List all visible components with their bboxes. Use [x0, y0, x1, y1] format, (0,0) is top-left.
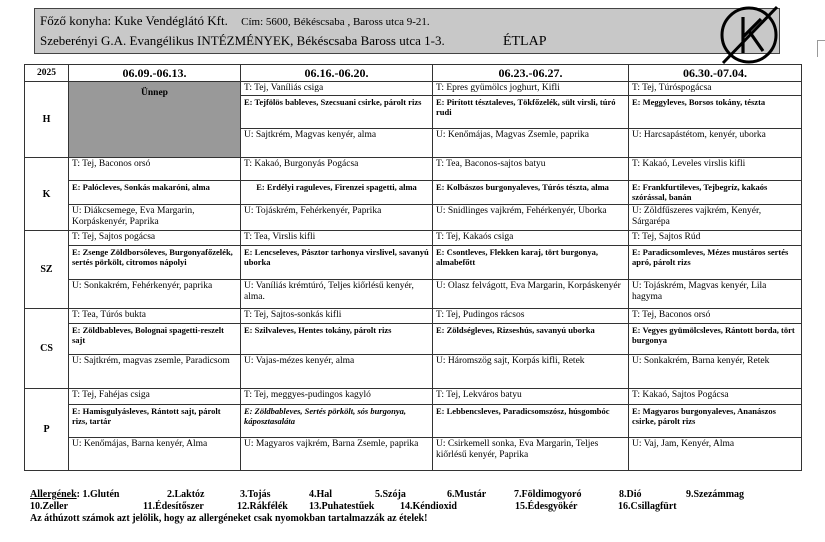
allergen-row-2	[30, 501, 810, 513]
lunch-cell: E: Tejfölös bableves, Szecsuani csirke, párolt rizs	[241, 96, 433, 129]
breakfast-cell: T: Epres gyümölcs joghurt, Kifli	[433, 82, 629, 96]
lunch-cell: E: Lebbencsleves, Paradicsomszósz, húsgombóc	[433, 405, 629, 438]
meal-row-e	[25, 246, 802, 280]
lunch-cell: E: Zsenge Zöldborsóleves, Burgonyafőzelék, sertés pörkölt, citromos nápolyi	[69, 246, 241, 280]
meal-row-u	[25, 205, 802, 231]
allergen-footer	[30, 489, 810, 525]
lunch-cell: E: Hamisgulyásleves, Rántott sajt, párolt rizs, tartár	[69, 405, 241, 438]
breakfast-cell: T: Tej, Túróspogácsa	[629, 82, 802, 96]
header-line-1	[40, 13, 430, 29]
lunch-cell: E: Zöldbableves, Bolognai spagetti-reszelt sajt	[69, 324, 241, 355]
snack-cell: U: Tojáskrém, Fehérkenyér, Paprika	[241, 205, 433, 231]
snack-cell: U: Tojáskrém, Magvas kenyér, Lila hagyma	[629, 280, 802, 309]
meal-row-u	[25, 280, 802, 309]
page-title: ÉTLAP	[502, 34, 547, 49]
header-box	[34, 8, 780, 54]
allergen-item: 14.Kéndioxid	[400, 501, 457, 512]
day-label-p: P	[25, 389, 69, 471]
meal-row-e	[25, 324, 802, 355]
allergen-item: 10.Zeller	[30, 501, 69, 512]
menu-table	[24, 64, 802, 471]
snack-cell: U: Harcsapástétom, kenyér, uborka	[629, 129, 802, 158]
allergen-label: Allergének	[30, 489, 77, 500]
day-label-cs: CS	[25, 309, 69, 389]
allergen-item: 8.Dió	[619, 489, 642, 500]
breakfast-cell: T: Kakaó, Burgonyás Pogácsa	[241, 158, 433, 181]
week-header-row	[25, 65, 802, 82]
lunch-cell: E: Vegyes gyümölcsleves, Rántott borda, tört burgonya	[629, 324, 802, 355]
company-name: Főző konyha: Kuke Vendéglátó Kft.	[40, 13, 228, 28]
snack-cell: U: Sajtkrém, Magvas kenyér, alma	[241, 129, 433, 158]
lunch-cell: E: Magyaros burgonyaleves, Ananászos csirke, párolt rizs	[629, 405, 802, 438]
allergen-item: 13.Puhatestűek	[309, 501, 375, 512]
breakfast-cell: T: Tej, Fahéjas csiga	[69, 389, 241, 405]
header-line-2	[40, 33, 547, 50]
snack-cell: U: Magyaros vajkrém, Barna Zsemle, paprika	[241, 438, 433, 471]
snack-cell: U: Csirkemell sonka, Eva Margarin, Teljes kiőrlésű kenyér, Paprika	[433, 438, 629, 471]
breakfast-cell: T: Tej, meggyes-pudingos kagyló	[241, 389, 433, 405]
snack-cell: U: Vaj, Jam, Kenyér, Alma	[629, 438, 802, 471]
breakfast-cell: T: Tej, Lekváros batyu	[433, 389, 629, 405]
snack-cell: U: Diákcsemege, Eva Margarin, Korpáskenyér, Paprika	[69, 205, 241, 231]
lunch-cell: E: Kolbászos burgonyaleves, Túrós tészta, alma	[433, 181, 629, 205]
meal-row-t	[25, 389, 802, 405]
lunch-cell: E: Csontleves, Flekken karaj, tört burgonya, almabefőtt	[433, 246, 629, 280]
lunch-cell: E: Paradicsomleves, Mézes mustáros sertés apró, párolt rizs	[629, 246, 802, 280]
breakfast-cell: T: Tej, Pudingos rácsos	[433, 309, 629, 324]
snack-cell: U: Háromszög sajt, Korpás kifli, Retek	[433, 355, 629, 389]
allergen-item: 3.Tojás	[240, 489, 271, 500]
meal-row-t	[25, 231, 802, 246]
breakfast-cell: T: Tej, Vaníliás csiga	[241, 82, 433, 96]
allergen-item: 5.Szója	[375, 489, 406, 500]
week-header-3: 06.23.-06.27.	[433, 65, 629, 82]
week-header-4: 06.30.-07.04.	[629, 65, 802, 82]
meal-row-u	[25, 355, 802, 389]
breakfast-cell: T: Kakaó, Sajtos Pogácsa	[629, 389, 802, 405]
breakfast-cell: T: Tej, Sajtos pogácsa	[69, 231, 241, 246]
allergen-item: 9.Szezámmag	[686, 489, 745, 500]
snack-cell: U: Sajtkrém, magvas zsemle, Paradicsom	[69, 355, 241, 389]
snack-cell: U: Sonkakrém, Fehérkenyér, paprika	[69, 280, 241, 309]
meal-row-e	[25, 405, 802, 438]
breakfast-cell: T: Tea, Baconos-sajtos batyu	[433, 158, 629, 181]
snack-cell: U: Snidlinges vajkrém, Fehérkenyér, Uborka	[433, 205, 629, 231]
institution-name: Szeberényi G.A. Evangélikus INTÉZMÉNYEK, Békéscsaba Baross utca 1-3.	[40, 33, 445, 48]
holiday-label: Ünnep	[141, 88, 168, 98]
snack-cell: U: Sonkakrém, Barna kenyér, Retek	[629, 355, 802, 389]
allergen-item: 7.Földimogyoró	[514, 489, 582, 500]
breakfast-cell: T: Tej, Sajtos-sonkás kifli	[241, 309, 433, 324]
snack-cell: U: Zöldfűszeres vajkrém, Kenyér, Sárgarépa	[629, 205, 802, 231]
snack-cell: U: Olasz felvágott, Eva Margarin, Korpáskenyér	[433, 280, 629, 309]
lunch-cell: E: Frankfurtileves, Tejbegríz, kakaós szórással, banán	[629, 181, 802, 205]
snack-cell: U: Vaníliás krémtúró, Teljes kiőrlésű kenyér, alma.	[241, 280, 433, 309]
allergen-item: 15.Édesgyökér	[515, 501, 578, 512]
breakfast-cell: T: Tea, Virslis kifli	[241, 231, 433, 246]
day-label-h: H	[25, 82, 69, 158]
meal-row-t	[25, 82, 802, 96]
allergen-item: 16.Csillagfürt	[618, 501, 677, 512]
day-label-k: K	[25, 158, 69, 231]
allergen-item: 1.Glutén	[82, 489, 120, 500]
company-address: Cím: 5600, Békéscsaba , Baross utca 9-21.	[241, 16, 430, 28]
lunch-cell: E: Zöldségleves, Rizseshús, savanyú uborka	[433, 324, 629, 355]
allergen-row-1: Allergének: 1.Glutén 2.Laktóz 3.Tojás 4.Hal 5.Szója 6.Mustár 7.Földimogyoró 8.Dió 9.Szezámmag	[30, 489, 745, 500]
week-header-2: 06.16.-06.20.	[241, 65, 433, 82]
holiday-cell	[69, 82, 241, 158]
meal-row-e	[25, 181, 802, 205]
breakfast-cell: T: Kakaó, Leveles virslis kifli	[629, 158, 802, 181]
year-cell: 2025	[25, 65, 69, 82]
allergen-item: 2.Laktóz	[167, 489, 205, 500]
allergen-item: 4.Hal	[309, 489, 333, 500]
snack-cell: U: Kenőmájas, Barna kenyér, Alma	[69, 438, 241, 471]
meal-row-t	[25, 158, 802, 181]
week-header-1: 06.09.-06.13.	[69, 65, 241, 82]
breakfast-cell: T: Tea, Túrós bukta	[69, 309, 241, 324]
allergen-item: 11.Édesítőszer	[143, 501, 204, 512]
meal-row-t	[25, 309, 802, 324]
lunch-cell: E: Palócleves, Sonkás makaróni, alma	[69, 181, 241, 205]
lunch-cell: E: Pirított tésztaleves, Tökfőzelék, sült virsli, túró rudi	[433, 96, 629, 129]
meal-row-u	[25, 438, 802, 471]
snack-cell: U: Vajas-mézes kenyér, alma	[241, 355, 433, 389]
page-edge-mark	[817, 40, 825, 57]
snack-cell: U: Kenőmájas, Magvas Zsemle, paprika	[433, 129, 629, 158]
breakfast-cell: T: Tej, Kakaós csiga	[433, 231, 629, 246]
allergen-note: Az áthúzott számok azt jelölik, hogy az allergéneket csak nyomokban tartalmazzák az ételek!	[30, 513, 428, 524]
lunch-cell: E: Zöldbableves, Sertés pörkölt, sós burgonya, káposztasaláta	[241, 405, 433, 438]
breakfast-cell: T: Tej, Baconos orsó	[629, 309, 802, 324]
day-label-sz: SZ	[25, 231, 69, 309]
lunch-cell: E: Meggyleves, Borsos tokány, tészta	[629, 96, 802, 129]
lunch-cell: E: Szilvaleves, Hentes tokány, párolt rizs	[241, 324, 433, 355]
k-circle-logo-icon	[717, 3, 781, 67]
allergen-item: 12.Rákfélék	[237, 501, 288, 512]
lunch-cell: E: Erdélyi raguleves, Firenzei spagetti, alma	[241, 181, 433, 205]
breakfast-cell: T: Tej, Sajtos Rúd	[629, 231, 802, 246]
allergen-item: 6.Mustár	[447, 489, 487, 500]
breakfast-cell: T: Tej, Baconos orsó	[69, 158, 241, 181]
lunch-cell: E: Lencseleves, Pásztor tarhonya virslivel, savanyú uborka	[241, 246, 433, 280]
